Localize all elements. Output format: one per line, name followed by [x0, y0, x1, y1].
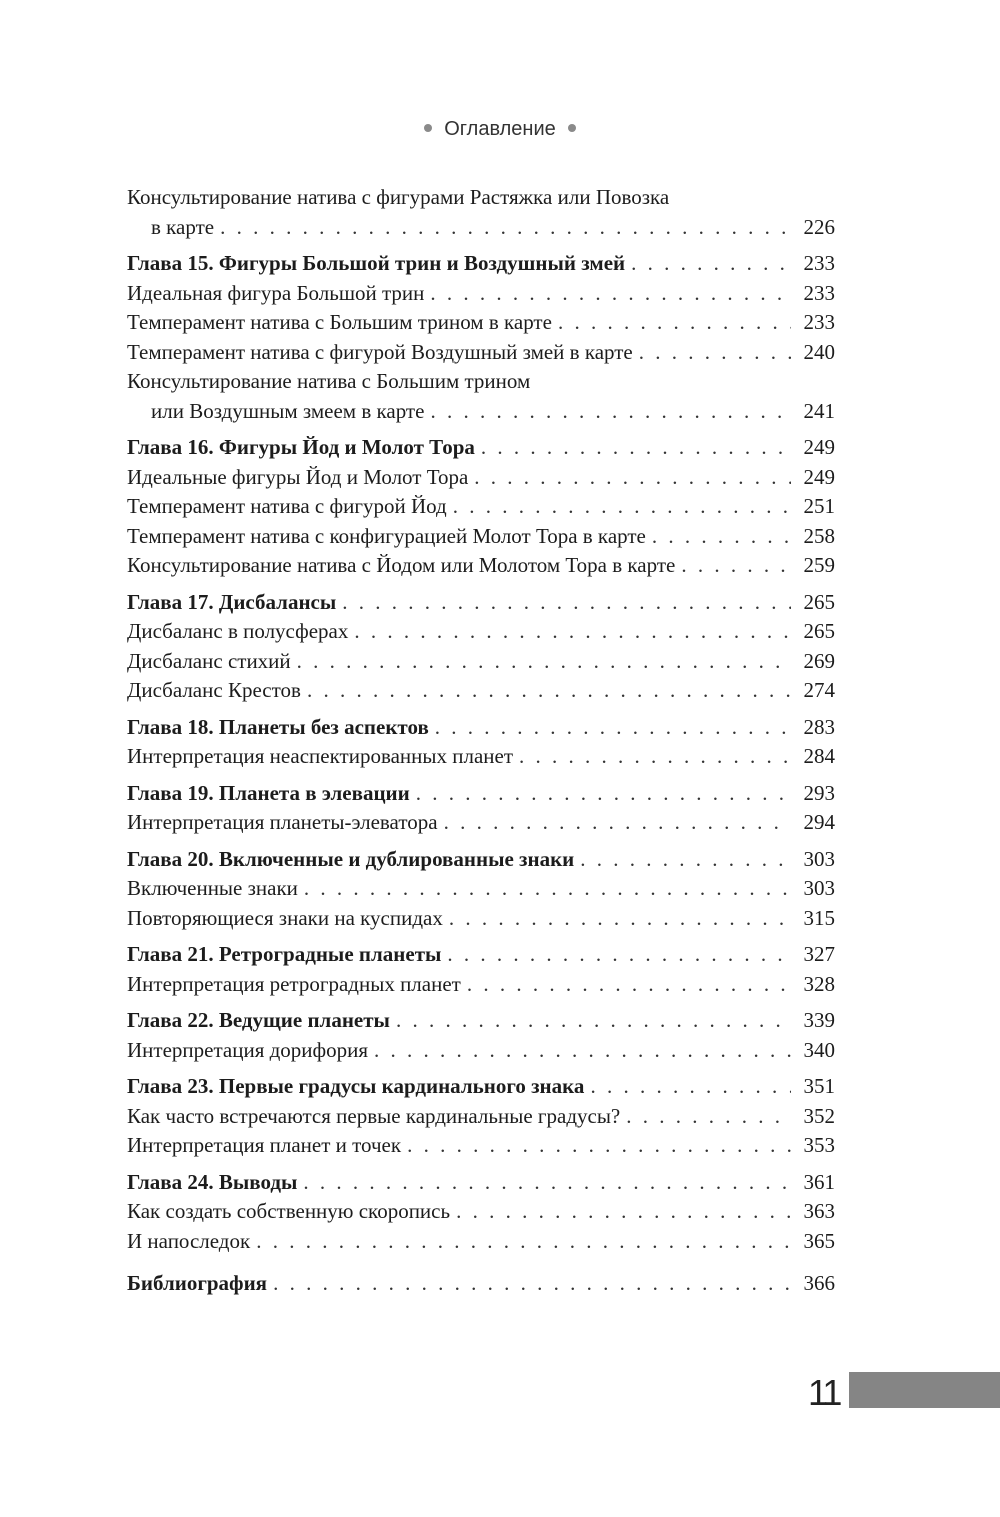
- toc-entry[interactable]: [127, 551, 835, 581]
- toc-chapter-title: Глава 20. Включенные и дублированные знаки: [127, 846, 575, 871]
- toc-entry-title: Консультирование натива с Большим трином: [127, 369, 531, 393]
- toc-page-number: 327: [803, 942, 835, 966]
- toc-chapter[interactable]: [127, 779, 835, 809]
- toc-chapter-title: Библиография: [127, 1271, 268, 1295]
- toc-page-number: 366: [803, 1271, 835, 1295]
- toc-entry-title: Идеальная фигура Большой трин: [127, 280, 425, 305]
- toc-entry-title: Консультирование натива с фигурами Растяжка или Повозка: [127, 185, 670, 209]
- toc-entry[interactable]: [127, 397, 835, 427]
- toc-entry-title: Темперамент натива с фигурой Йод: [127, 494, 447, 518]
- dot-leader: [580, 845, 791, 875]
- toc-entry[interactable]: [127, 874, 835, 904]
- dot-leader: [430, 279, 791, 309]
- dot-leader: [681, 551, 791, 581]
- dot-leader: [342, 588, 791, 618]
- page-number-bar: [849, 1372, 1000, 1408]
- toc-entry[interactable]: [127, 213, 835, 243]
- dot-leader: [456, 1197, 791, 1227]
- toc-chapter[interactable]: [127, 1072, 835, 1102]
- toc-page-number: 361: [803, 1169, 835, 1194]
- dot-leader: [474, 463, 791, 493]
- toc-chapter-title: Глава 18. Планеты без аспектов: [127, 714, 429, 739]
- dot-leader: [590, 1072, 791, 1102]
- toc-chapter[interactable]: [127, 433, 835, 463]
- toc-page-number: 265: [803, 589, 835, 614]
- toc-entry[interactable]: [127, 492, 835, 522]
- toc-entry-title: Интерпретация неаспектированных планет: [127, 744, 514, 768]
- toc-page-number: 283: [803, 714, 835, 739]
- toc-entry-title: или Воздушным змеем в карте: [151, 398, 425, 423]
- toc-entry[interactable]: [127, 647, 835, 677]
- toc-entry-title: Включенные знаки: [127, 876, 298, 900]
- toc-page-number: 351: [803, 1074, 835, 1098]
- dot-leader: [374, 1036, 791, 1066]
- toc-entry[interactable]: [127, 1102, 835, 1132]
- toc-page-number: 274: [803, 678, 835, 702]
- toc-page-number: 339: [803, 1008, 835, 1032]
- dot-leader: [273, 1269, 791, 1299]
- dot-leader: [453, 492, 791, 522]
- toc-chapter[interactable]: [127, 845, 835, 875]
- toc-chapter-title: Глава 23. Первые градусы кардинального знака: [127, 1074, 585, 1098]
- toc-entry-title: Как часто встречаются первые кардинальные градусы?: [127, 1103, 621, 1128]
- running-header: [0, 118, 1000, 141]
- toc-page-number: 233: [803, 310, 835, 334]
- toc-entry-title: Темперамент натива с фигурой Воздушный змей в карте: [127, 339, 633, 364]
- dot-leader: [631, 249, 791, 279]
- toc-entry-title: Повторяющиеся знаки на куспидах: [127, 905, 443, 930]
- dot-leader: [354, 617, 791, 647]
- dot-leader: [444, 808, 791, 838]
- toc-page-number: 340: [803, 1037, 835, 1062]
- dot-leader: [481, 433, 791, 463]
- toc-chapter[interactable]: [127, 1006, 835, 1036]
- page-number: 11: [808, 1372, 840, 1413]
- dot-leader: [558, 308, 791, 338]
- toc-chapter-title: Глава 16. Фигуры Йод и Молот Тора: [127, 435, 475, 459]
- toc-page-number: 352: [803, 1103, 835, 1128]
- toc-page-number: 328: [803, 971, 835, 996]
- toc-page-number: 249: [803, 464, 835, 489]
- toc-chapter[interactable]: [127, 940, 835, 970]
- toc-page-number: 303: [803, 876, 835, 900]
- toc-entry[interactable]: [127, 742, 835, 772]
- dot-leader: [416, 779, 791, 809]
- toc-page-number: 363: [803, 1199, 835, 1223]
- toc-chapter-title: Глава 19. Планета в элевации: [127, 780, 410, 805]
- toc-entry-title: Консультирование натива с Йодом или Молотом Тора в карте: [127, 553, 676, 577]
- toc-page-number: 365: [803, 1228, 835, 1253]
- toc-chapter[interactable]: [127, 588, 835, 618]
- toc-page-number: 353: [803, 1133, 835, 1157]
- toc-chapter-title: Глава 22. Ведущие планеты: [127, 1008, 390, 1032]
- toc-chapter-title: Глава 15. Фигуры Большой трин и Воздушный змей: [127, 251, 626, 275]
- toc-entry[interactable]: [127, 904, 835, 934]
- toc-chapter-title: Глава 24. Выводы: [127, 1169, 298, 1194]
- dot-leader: [449, 904, 791, 934]
- toc-page-number: 293: [803, 780, 835, 805]
- toc-chapter[interactable]: [127, 1269, 835, 1299]
- toc-entry-title: Интерпретация ретроградных планет: [127, 971, 461, 996]
- toc-page-number: 315: [803, 905, 835, 930]
- dot-leader: [297, 647, 791, 677]
- dot-leader: [435, 713, 791, 743]
- toc-entry[interactable]: [127, 279, 835, 309]
- toc-entry-continuation: [127, 183, 835, 213]
- toc-entry-title: Идеальные фигуры Йод и Молот Тора: [127, 464, 469, 489]
- toc-entry-title: Дисбаланс в полусферах: [127, 619, 349, 643]
- toc-entry[interactable]: [127, 1036, 835, 1066]
- toc-page-number: 284: [803, 744, 835, 768]
- dot-leader: [307, 676, 791, 706]
- toc-entry-title: Как создать собственную скоропись: [127, 1199, 451, 1223]
- toc-entry-title: Интерпретация планеты-элеватора: [127, 810, 438, 834]
- toc-page-number: 233: [803, 280, 835, 305]
- toc-page-number: 251: [803, 494, 835, 518]
- toc-entry[interactable]: [127, 808, 835, 838]
- dot-leader: [220, 213, 791, 243]
- toc-page-number: 259: [803, 553, 835, 577]
- dot-leader: [467, 970, 791, 1000]
- toc-entry[interactable]: [127, 970, 835, 1000]
- toc-page-number: 240: [803, 339, 835, 364]
- dot-leader: [303, 1168, 791, 1198]
- toc-chapter-title: Глава 17. Дисбалансы: [127, 589, 337, 614]
- toc-entry[interactable]: [127, 676, 835, 706]
- toc-entry[interactable]: [127, 308, 835, 338]
- toc-entry-title: Темперамент натива с конфигурацией Молот Тора в карте: [127, 523, 646, 548]
- toc-page-number: 303: [803, 846, 835, 871]
- bullet-icon: [424, 124, 432, 132]
- toc-page-number: 241: [803, 398, 835, 423]
- toc-page-number: 249: [803, 435, 835, 459]
- toc-entry[interactable]: [127, 1227, 835, 1257]
- toc-chapter[interactable]: [127, 713, 835, 743]
- header-title: Оглавление: [444, 118, 556, 140]
- toc-entry[interactable]: [127, 338, 835, 368]
- dot-leader: [447, 940, 791, 970]
- dot-leader: [430, 397, 791, 427]
- toc-chapter-title: Глава 21. Ретроградные планеты: [127, 942, 442, 966]
- bullet-icon: [568, 124, 576, 132]
- toc-entry[interactable]: [127, 1197, 835, 1227]
- dot-leader: [639, 338, 791, 368]
- toc-entry-title: Дисбаланс стихий: [127, 648, 291, 673]
- toc-page-number: 265: [803, 619, 835, 643]
- toc-page-number: 226: [803, 214, 835, 239]
- toc-entry[interactable]: [127, 617, 835, 647]
- dot-leader: [396, 1006, 791, 1036]
- toc-entry-title: в карте: [151, 214, 215, 239]
- toc-page-number: 269: [803, 648, 835, 673]
- toc-page-number: 258: [803, 523, 835, 548]
- toc-entry-title: Темперамент натива с Большим трином в карте: [127, 310, 552, 334]
- dot-leader: [256, 1227, 791, 1257]
- dot-leader: [626, 1102, 791, 1132]
- toc-entry-title: Дисбаланс Крестов: [127, 678, 301, 702]
- toc-entry-continuation: [127, 367, 835, 397]
- dot-leader: [519, 742, 791, 772]
- toc-entry-title: Интерпретация дорифория: [127, 1037, 369, 1062]
- toc-entry-title: И напоследок: [127, 1228, 251, 1253]
- toc-chapter[interactable]: [127, 249, 835, 279]
- dot-leader: [407, 1131, 791, 1161]
- table-of-contents: [127, 183, 835, 1299]
- toc-entry[interactable]: [127, 463, 835, 493]
- toc-page-number: 294: [803, 810, 835, 834]
- dot-leader: [304, 874, 791, 904]
- toc-chapter[interactable]: [127, 1168, 835, 1198]
- dot-leader: [652, 522, 791, 552]
- toc-entry-title: Интерпретация планет и точек: [127, 1133, 402, 1157]
- toc-entry[interactable]: [127, 1131, 835, 1161]
- toc-entry[interactable]: [127, 522, 835, 552]
- toc-page-number: 233: [803, 251, 835, 275]
